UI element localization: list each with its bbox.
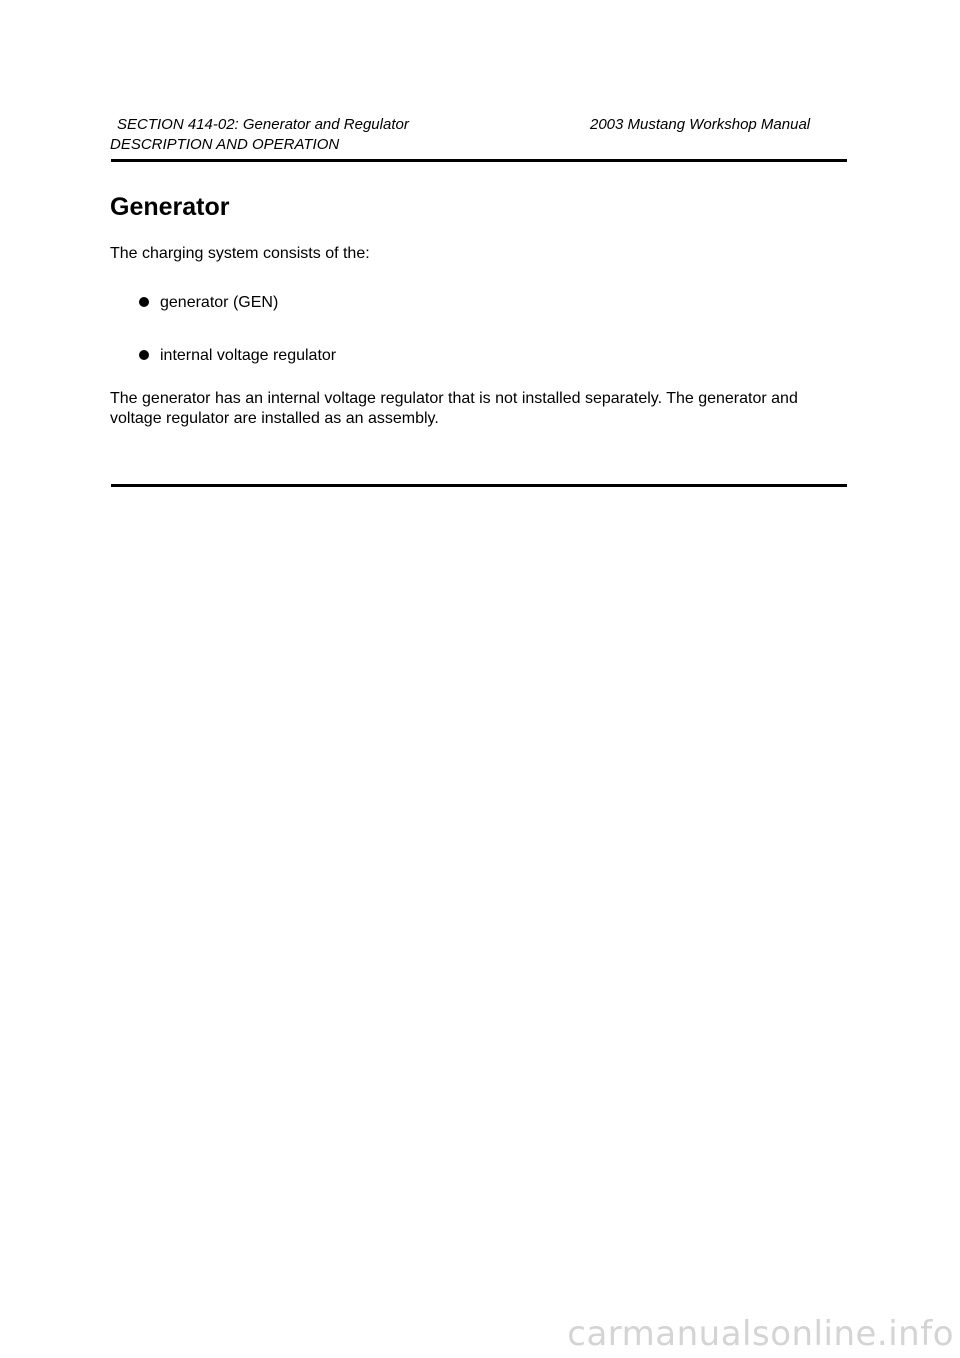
header-subsection: DESCRIPTION AND OPERATION xyxy=(110,136,340,153)
list-item xyxy=(139,294,278,312)
list-item-text: generator (GEN) xyxy=(160,294,279,311)
watermark-text: carmanualsonline.info xyxy=(567,1314,954,1354)
list-item-text: internal voltage regulator xyxy=(160,347,337,364)
header-section-title: SECTION 414-02: Generator and Regulator xyxy=(117,116,409,133)
footer-divider xyxy=(111,484,847,487)
bullet-icon xyxy=(139,350,149,360)
intro-text: The charging system consists of the: xyxy=(110,245,370,262)
bullet-icon xyxy=(139,297,149,307)
description-paragraph: The generator has an internal voltage regulator that is not installed separately. The generator and voltage regulator are installed as an assembly. xyxy=(110,390,798,427)
page-title: Generator xyxy=(110,193,230,221)
list-item xyxy=(139,347,336,365)
header-divider xyxy=(111,159,847,162)
header-manual-title: 2003 Mustang Workshop Manual xyxy=(590,116,811,133)
